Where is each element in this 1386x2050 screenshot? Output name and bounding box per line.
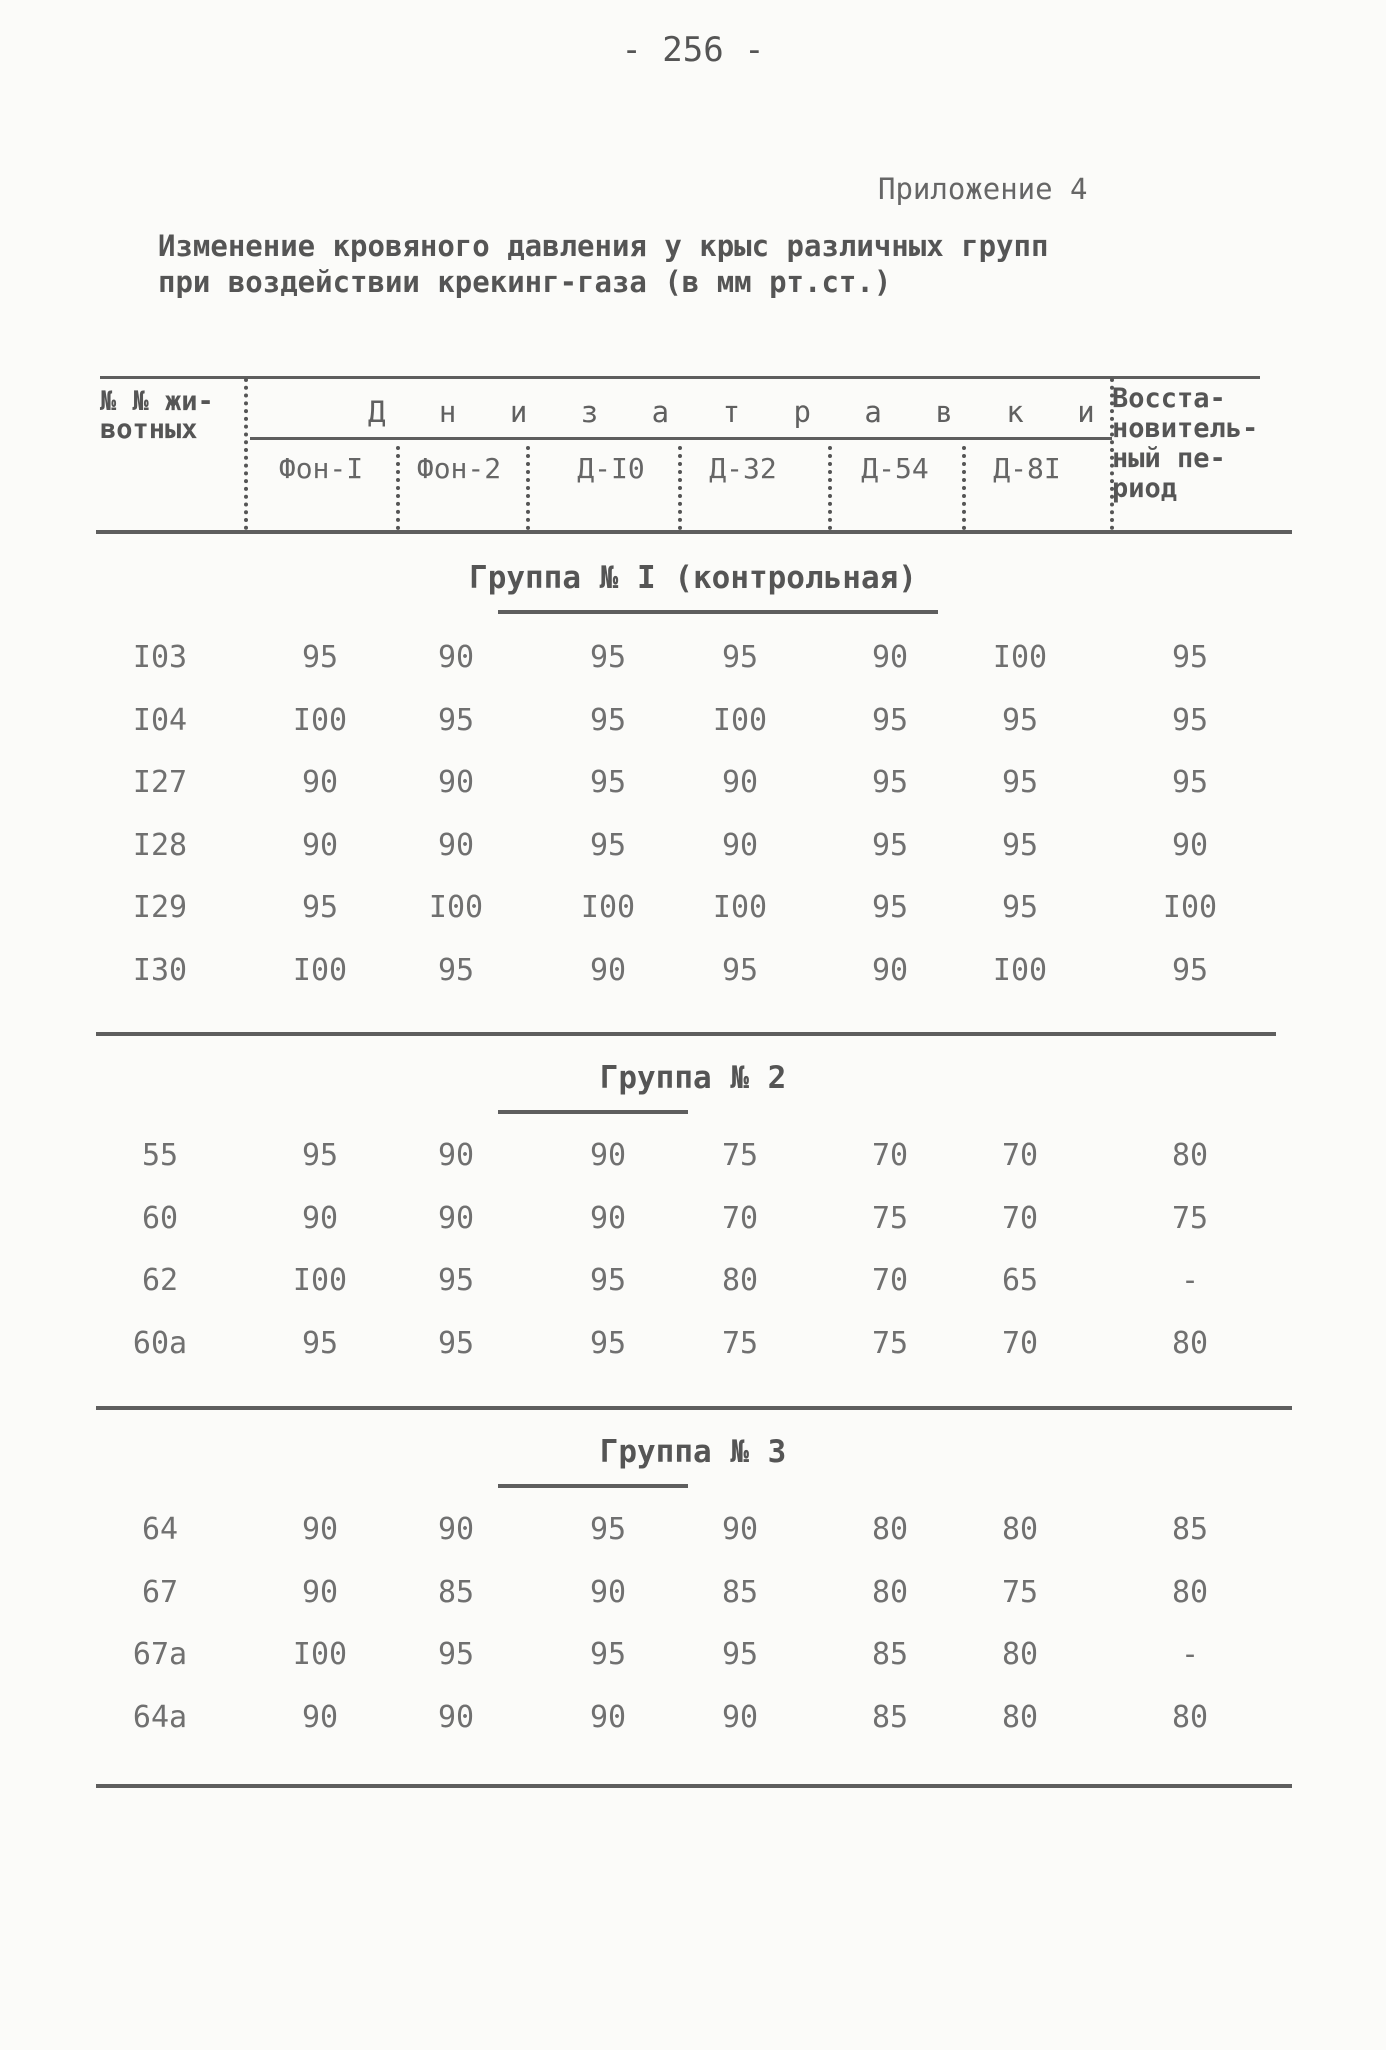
animal-id-cell: 60 [141,1200,179,1236]
pressure-value-cell: 70 [1001,1325,1039,1361]
recovery-period-header [1112,384,1258,504]
pressure-value-cell: 70 [871,1138,909,1173]
pressure-value-cell: 65 [1001,1263,1039,1298]
pressure-value-cell: I00 [428,890,484,925]
pressure-value-cell: 95 [871,890,909,925]
pressure-value-cell: 95 [589,702,627,738]
pressure-value-cell: 70 [871,1263,909,1298]
pressure-value-cell: 90 [437,827,475,863]
pressure-value-cell: 80 [1171,1325,1209,1361]
animals-column-header [100,388,214,444]
recovery-header-line: Восста- [1112,383,1226,414]
animal-id-cell: I28 [132,827,188,863]
recovery-header-line: новитель- [1112,413,1259,444]
pressure-value-cell: 90 [589,1138,627,1173]
pressure-value-cell: 90 [301,765,339,800]
recovery-header-line: риод [1112,473,1178,504]
appendix-label: Приложение 4 [878,172,1088,206]
pressure-value-cell: 90 [301,1512,339,1547]
pressure-value-cell: I00 [292,1637,348,1672]
pressure-value-cell: I00 [1162,890,1218,925]
column-header-d-32: Д-32 [709,452,777,485]
pressure-value-cell: 80 [871,1574,909,1610]
pressure-value-cell: I00 [712,890,768,925]
table-bottom-rule [96,1784,1292,1788]
pressure-value-cell: 95 [437,952,475,988]
header-bottom-rule [96,530,1292,534]
pressure-value-cell: 95 [721,640,759,675]
pressure-value-cell: 95 [1171,952,1209,988]
pressure-value-cell: 80 [1171,1138,1209,1173]
group-title-underline [498,1110,688,1114]
pressure-value-cell: 95 [437,1263,475,1298]
table-title-line: при воздействии крекинг-газа (в мм рт.ст.) [158,265,892,299]
pressure-value-cell: 75 [721,1138,759,1173]
group-title: Группа № 3 [599,1434,787,1470]
column-separator [526,446,530,530]
page-number: - 256 - [621,30,765,70]
pressure-value-cell: 80 [1171,1574,1209,1610]
pressure-value-cell: 90 [437,1512,475,1547]
pressure-value-cell: 90 [301,1200,339,1236]
pressure-value-cell: 90 [437,765,475,800]
pressure-value-cell: 95 [1171,640,1209,675]
header-top-rule [100,376,1260,379]
pressure-value-cell: 90 [721,765,759,800]
pressure-value-cell: 80 [1001,1637,1039,1672]
animal-id-cell: 55 [141,1138,179,1173]
recovery-header-line: ный пе- [1112,443,1226,474]
pressure-value-cell: - [1180,1263,1200,1298]
pressure-value-cell: 85 [721,1574,759,1610]
animal-id-cell: I04 [132,702,188,738]
pressure-value-cell: 80 [871,1512,909,1547]
group-title-underline [498,1484,688,1488]
pressure-value-cell: 75 [871,1325,909,1361]
pressure-value-cell: 90 [437,1138,475,1173]
pressure-value-cell: I00 [992,952,1048,988]
pressure-value-cell: 85 [437,1574,475,1610]
days-of-exposure-header: Д н и з а т р а в к и [368,395,1113,429]
pressure-value-cell: 70 [721,1200,759,1236]
table-title-line: Изменение кровяного давления у крыс различных групп [158,229,1049,263]
pressure-value-cell: 95 [437,1637,475,1672]
animal-id-cell: I30 [132,952,188,988]
pressure-value-cell: 95 [721,952,759,988]
pressure-value-cell: 90 [871,952,909,988]
pressure-value-cell: 80 [1001,1699,1039,1735]
pressure-value-cell: 80 [1171,1699,1209,1735]
days-underline-rule [250,437,1112,440]
pressure-value-cell: 85 [871,1637,909,1672]
animal-id-cell: I29 [132,890,188,925]
pressure-value-cell: 95 [589,765,627,800]
pressure-value-cell: 95 [589,1263,627,1298]
pressure-value-cell: 95 [301,1138,339,1173]
pressure-value-cell: 90 [437,1200,475,1236]
column-header-fon-2: Фон-2 [416,452,502,485]
pressure-value-cell: 95 [589,1637,627,1672]
pressure-value-cell: 95 [437,1325,475,1361]
table-title [158,228,1048,300]
pressure-value-cell: 95 [589,827,627,863]
pressure-value-cell: 90 [589,952,627,988]
animal-id-cell: 60а [132,1325,188,1361]
column-header-fon-1: Фон-I [278,452,364,485]
pressure-value-cell: I00 [292,702,348,738]
animal-id-cell: 64а [132,1699,188,1735]
pressure-value-cell: 75 [721,1325,759,1361]
pressure-value-cell: I00 [992,640,1048,675]
animals-header-line: № № жи- [100,386,214,417]
pressure-value-cell: 95 [1171,702,1209,738]
pressure-value-cell: 95 [301,640,339,675]
pressure-value-cell: I00 [580,890,636,925]
animal-id-cell: 64 [141,1512,179,1547]
group-title: Группа № I (контрольная) [469,560,917,596]
pressure-value-cell: 95 [1001,702,1039,738]
pressure-value-cell: 85 [1171,1512,1209,1547]
pressure-value-cell: 95 [437,702,475,738]
pressure-value-cell: 95 [301,890,339,925]
pressure-value-cell: - [1180,1637,1200,1672]
pressure-value-cell: 80 [1001,1512,1039,1547]
animal-id-cell: 62 [141,1263,179,1298]
pressure-value-cell: 75 [1171,1200,1209,1236]
pressure-value-cell: 70 [1001,1200,1039,1236]
pressure-value-cell: 90 [871,640,909,675]
pressure-value-cell: 95 [721,1637,759,1672]
pressure-value-cell: 90 [589,1699,627,1735]
column-header-d-81: Д-8I [993,452,1061,485]
pressure-value-cell: 90 [721,1512,759,1547]
pressure-value-cell: 90 [301,1574,339,1610]
pressure-value-cell: 75 [871,1200,909,1236]
pressure-value-cell: 90 [301,827,339,863]
column-separator [244,378,248,530]
pressure-value-cell: 90 [721,1699,759,1735]
pressure-value-cell: 90 [1171,827,1209,863]
pressure-value-cell: 95 [871,765,909,800]
pressure-value-cell: 90 [721,827,759,863]
pressure-value-cell: 95 [589,1325,627,1361]
pressure-value-cell: I00 [292,952,348,988]
pressure-value-cell: 90 [589,1200,627,1236]
pressure-value-cell: 95 [871,702,909,738]
pressure-value-cell: 95 [871,827,909,863]
pressure-value-cell: 90 [589,1574,627,1610]
pressure-value-cell: 90 [437,1699,475,1735]
pressure-value-cell: 95 [1001,765,1039,800]
pressure-value-cell: 85 [871,1699,909,1735]
animals-header-line: вотных [100,414,198,445]
animal-id-cell: I27 [132,765,188,800]
group-title-underline [498,610,938,614]
pressure-value-cell: 95 [301,1325,339,1361]
animal-id-cell: 67 [141,1574,179,1610]
column-header-d-10: Д-I0 [577,452,645,485]
pressure-value-cell: I00 [292,1263,348,1298]
pressure-value-cell: 90 [301,1699,339,1735]
group-title: Группа № 2 [599,1060,787,1096]
animal-id-cell: 67а [132,1637,188,1672]
pressure-value-cell: I00 [712,702,768,738]
pressure-value-cell: 80 [721,1263,759,1298]
pressure-value-cell: 95 [589,640,627,675]
pressure-value-cell: 70 [1001,1138,1039,1173]
pressure-value-cell: 95 [589,1512,627,1547]
pressure-value-cell: 95 [1171,765,1209,800]
pressure-value-cell: 90 [437,640,475,675]
column-header-d-54: Д-54 [861,452,929,485]
pressure-value-cell: 95 [1001,890,1039,925]
group-separator-rule [96,1032,1276,1036]
pressure-value-cell: 95 [1001,827,1039,863]
pressure-value-cell: 75 [1001,1574,1039,1610]
group-separator-rule [96,1406,1292,1410]
animal-id-cell: I03 [132,640,188,675]
